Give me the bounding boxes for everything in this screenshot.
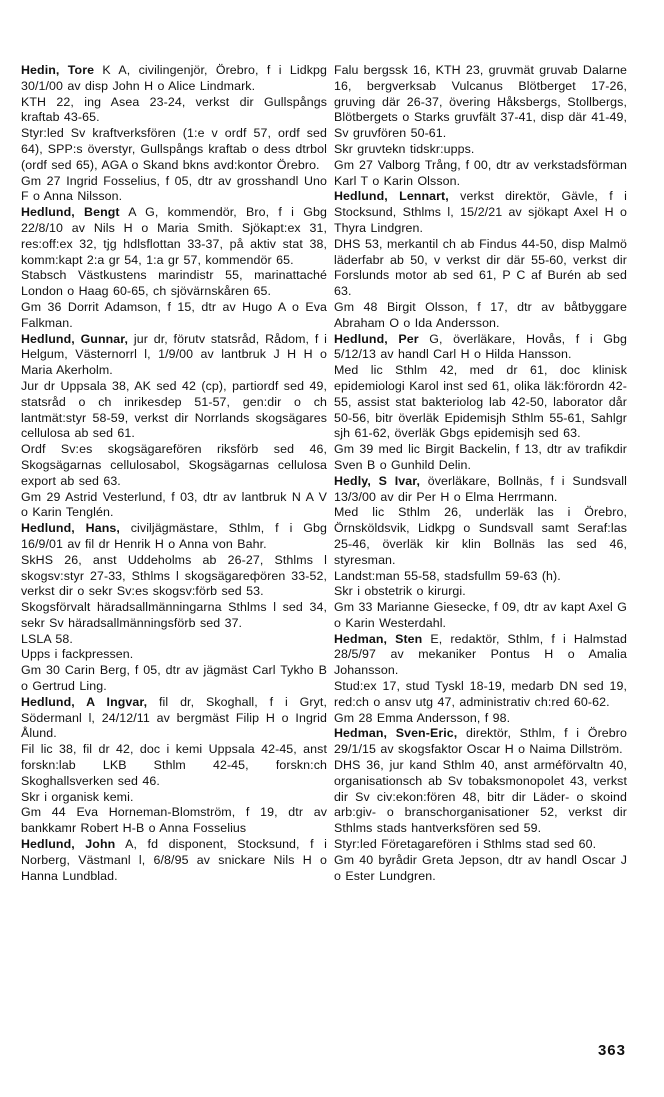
biography-paragraph: [334, 584, 627, 600]
biography-paragraph: [334, 600, 627, 632]
biography-paragraph: [334, 837, 627, 853]
person-name: Hedlund, Per: [334, 331, 419, 346]
biography-entry-heading: [21, 695, 327, 742]
entry-text: fil dr, Skoghall, f i Gryt, Södermanl l, 24/12/11 av bergmäst Filip H o Ingrid Ålund.: [21, 694, 327, 741]
biography-paragraph: [21, 553, 327, 600]
biography-paragraph: [21, 600, 327, 632]
entry-text: Skr i obstetrik o kirurgi.: [334, 584, 466, 599]
biography-paragraph: [21, 790, 327, 806]
person-name: Hedlund, A Ingvar,: [21, 694, 148, 709]
biography-paragraph: [21, 490, 327, 522]
person-name: Hedin, Tore: [21, 63, 95, 77]
biography-paragraph: [334, 758, 627, 837]
biography-paragraph: [21, 126, 327, 173]
person-name: Hedlund, Lennart,: [334, 189, 449, 204]
entry-text: Gm 29 Astrid Vesterlund, f 03, dtr av lantbruk N A V o Karin Tenglén.: [21, 489, 327, 520]
entry-text: Med lic Sthlm 42, med dr 61, doc klinisk epidemiologi Karol inst sed 61, olika läk:förordn 42-55, assist stat bakteriolog lab 42-50, laborator dår 50-56, bitr överläk Epidemisjh Sthlm 55-61, Sahlgr sjh 61-62, överläk Gbgs epidemisjh sed 63.: [334, 363, 627, 441]
person-name: Hedlund, Hans,: [21, 521, 120, 536]
entry-text: Fil lic 38, fil dr 42, doc i kemi Uppsala 42-45, anst forskn:lab LKB Sthlm 42-45, forskn:ch Skoghallsverken sed 46.: [21, 742, 327, 788]
entry-text: G, överläkare, Hovås, f i Gbg 5/12/13 av handl Carl H o Hilda Hansson.: [334, 331, 628, 362]
entry-text: Gm 28 Emma Andersson, f 98.: [334, 710, 511, 725]
entry-text: LSLA 58.: [21, 631, 73, 646]
biography-paragraph: [334, 711, 627, 727]
entry-text: Gm 40 byrådir Greta Jepson, dtr av handl Oscar J o Ester Lundgren.: [334, 852, 627, 883]
entry-text: Gm 33 Marianne Giesecke, f 09, dtr av kapt Axel G o Karin Westerdahl.: [334, 600, 627, 630]
left-column: [21, 63, 327, 884]
entry-text: Gm 27 Ingrid Fosselius, f 05, dtr av grosshandl Uno F o Anna Nilsson.: [21, 173, 327, 204]
biography-paragraph: [334, 63, 627, 142]
entry-text: Skr i organisk kemi.: [21, 789, 134, 804]
biography-paragraph: [21, 300, 327, 332]
biography-paragraph: [334, 158, 627, 190]
entry-text: Skogsförvalt häradsallmänningarna Sthlms l sed 34, sekr Sv häradsallmänningsförb sed 37.: [21, 600, 327, 630]
biography-paragraph: [334, 679, 627, 711]
entry-text: Gm 48 Birgit Olsson, f 17, dtr av båtbyggare Abraham O o Ida Andersson.: [334, 299, 627, 330]
person-name: Hedly, S Ivar,: [334, 473, 421, 488]
page-number: 363: [597, 1042, 626, 1059]
biography-paragraph: [334, 505, 627, 568]
biography-entry-heading: [21, 205, 327, 268]
biography-entry-heading: [334, 726, 627, 758]
biography-paragraph: [334, 853, 627, 885]
biography-paragraph: [21, 268, 327, 300]
person-name: Hedlund, Bengt: [21, 205, 120, 220]
entry-text: DHS 53, merkantil ch ab Findus 44-50, disp Malmö läderfabr ab 50, v verkst dir där 55-60, verkst dir Forslunds motor ab sed 61, P C af Burén ab sed 63.: [334, 236, 627, 299]
biography-paragraph: [21, 663, 327, 695]
entry-text: DHS 36, jur kand Sthlm 40, anst arméförvaltn 40, organisationsch ab Sv tobaksmonopolet 43, verkst dir Sv civ:ekon:fören 48, bitr dir Läder- o skoind arb:giv- o branschorganisationer 52, verkst dir Sthlms stads hantverksfören sed 59.: [334, 758, 627, 836]
biography-paragraph: [334, 363, 627, 442]
biography-paragraph: [21, 442, 327, 489]
biography-entry-heading: [334, 189, 627, 236]
entry-text: direktör, Sthlm, f i Örebro 29/1/15 av skogsfaktor Oscar H o Naima Dillström.: [334, 726, 627, 757]
biography-paragraph: [21, 805, 327, 837]
biography-entry-heading: [21, 63, 327, 95]
entry-text: Gm 36 Dorrit Adamson, f 15, dtr av Hugo A o Eva Falkman.: [21, 299, 327, 330]
biography-paragraph: [21, 742, 327, 789]
entry-text: A G, kommendör, Bro, f i Gbg 22/8/10 av Nils H o Maria Smith. Sjökapt:ex 31, res:off:ex 32, tjg hdlsflottan 33-37, på aktiv stat 38, komm:kapt 2:a gr 54, 1:a gr 57, kommendör 65.: [21, 205, 327, 267]
entry-text: Styr:led Sv kraftverksfören (1:e v ordf 57, ordf sed 64), SPP:s överstyr, Gullspångs kraftab o dess dtrbol (ordf sed 65), AGA o Skand bkns avd:kontor Örebro.: [21, 126, 327, 172]
entry-text: Med lic Sthlm 26, underläk las i Örebro, Örnsköldsvik, Lidkpg o Sundsvall samt Seraf:las 25-46, överläk kir klin Bollnäs las sed 46, styresman.: [334, 505, 627, 567]
entry-text: KTH 22, ing Asea 23-24, verkst dir Gullspångs kraftab 43-65.: [21, 94, 327, 125]
biography-entry-heading: [21, 837, 327, 884]
biography-entry-heading: [334, 474, 627, 506]
biography-paragraph: [21, 174, 327, 206]
entry-text: SkHS 26, anst Uddeholms ab 26-27, Sthlms l skogsv:styr 27-33, Sthlms l skogsägareфören 33-52, verkst dir o sekr Sv:es skogsv:förb sed 53.: [21, 552, 327, 599]
biography-paragraph: [334, 300, 627, 332]
biography-entry-heading: [21, 521, 327, 553]
entry-text: Skr gruvtekn tidskr:upps.: [334, 141, 475, 156]
entry-text: civiljägmästare, Sthlm, f i Gbg 16/9/01 av fil dr Henrik H o Anna von Bahr.: [21, 521, 327, 551]
biography-entry-heading: [21, 332, 327, 379]
right-column: [334, 63, 627, 884]
biography-paragraph: [334, 442, 627, 474]
biography-paragraph: [21, 95, 327, 127]
entry-text: Landst:man 55-58, stadsfullm 59-63 (h).: [334, 568, 561, 583]
entry-text: Upps i fackpressen.: [21, 647, 134, 662]
biography-paragraph: [21, 379, 327, 442]
entry-text: verkst direktör, Gävle, f i Stocksund, Sthlms l, 15/2/21 av sjökapt Axel H o Thyra Lindgren.: [334, 189, 627, 235]
entry-text: Gm 27 Valborg Trång, f 00, dtr av verkstadsförman Karl T o Karin Olsson.: [334, 157, 627, 188]
biography-paragraph: [334, 237, 627, 300]
entry-text: Gm 30 Carin Berg, f 05, dtr av jägmäst Carl Tykho B o Gertrud Ling.: [21, 663, 327, 694]
biography-entry-heading: [334, 332, 627, 364]
entry-text: Stud:ex 17, stud Tyskl 18-19, medarb DN sed 19, red:ch o ansv utg 47, administrativ ch:red 60-62.: [334, 679, 627, 709]
person-name: Hedlund, John: [21, 837, 116, 852]
biography-paragraph: [21, 632, 327, 648]
entry-text: Ordf Sv:es skogsägarefören riksförb sed 46, Skogsägarnas cellulosabol, Skogsägarnas cellulosa export ab sed 63.: [21, 442, 327, 488]
entry-text: jur dr, förutv statsråd, Rådom, f i Helgum, Västernorrl l, 1/9/00 av lantbruk J H H o Maria Akerholm.: [21, 331, 327, 378]
biography-paragraph: [21, 647, 327, 663]
biography-paragraph: [334, 142, 627, 158]
entry-text: Jur dr Uppsala 38, AK sed 42 (cp), partiordf sed 49, statsråd o ch inrikesdep 51-57, gen:dir o ch lantmät:styr 58-59, verkst dir Norrlands skogsägares cellulosa ab sed 61.: [21, 378, 327, 441]
biography-entry-heading: [334, 632, 627, 679]
person-name: Hedlund, Gunnar,: [21, 331, 129, 346]
entry-text: Styr:led Företagarefören i Sthlms stad sed 60.: [334, 837, 597, 852]
entry-text: överläkare, Bollnäs, f i Sundsvall 13/3/00 av dir Per H o Elma Herrmann.: [334, 473, 627, 504]
entry-text: Falu bergssk 16, KTH 23, gruvmät gruvab Dalarne 16, bergverksab Vulcanus Blötberget 17-26, gruving där 26-37, övering Håksbergs, Stollbergs, Blötbergets o Starks gruvfält 37-41, disp där 41-49, Sv gruvfören 50-61.: [334, 63, 627, 141]
entry-text: Gm 39 med lic Birgit Backelin, f 13, dtr av trafikdir Sven B o Gunhild Delin.: [334, 442, 627, 472]
entry-text: Gm 44 Eva Horneman-Blomström, f 19, dtr av bankkamr Robert H-B o Anna Fosselius: [21, 805, 327, 836]
person-name: Hedman, Sven-Eric,: [334, 726, 458, 741]
entry-text: E, redaktör, Sthlm, f i Halmstad 28/5/97 av mekaniker Pontus H o Amalia Johansson.: [334, 631, 627, 678]
entry-text: K A, civilingenjör, Örebro, f i Lidkpg 30/1/00 av disp John H o Alice Lindmark.: [21, 63, 327, 93]
biography-paragraph: [334, 569, 627, 585]
person-name: Hedman, Sten: [334, 631, 423, 646]
entry-text: Stabsch Västkustens marindistr 55, marinattaché London o Haag 60-65, ch sjövärnskåren 65.: [21, 268, 327, 299]
entry-text: A, fd disponent, Stocksund, f i Norberg, Västmanl l, 6/8/95 av snickare Nils H o Hanna Lundblad.: [21, 837, 328, 883]
